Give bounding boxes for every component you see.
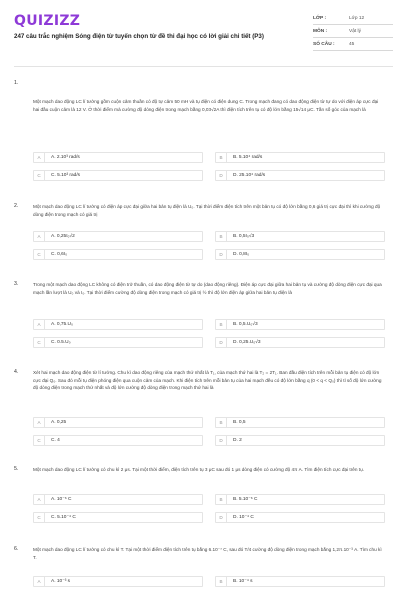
- question-number: 3.: [14, 281, 19, 287]
- question-text: Một mạch dao động LC lí tưởng có chu kì T. Tại một thời điểm điện tích trên tụ bằng 6.10⁻⁷ C, sau đó T/4 cường độ dòng điện trong mạch bằng 1,2π.10⁻³ A. Tìm chu kì T.: [33, 547, 382, 560]
- option-a[interactable]: [33, 576, 203, 587]
- option-d[interactable]: [215, 170, 385, 181]
- meta-row-class: [313, 12, 393, 25]
- option-letter: B: [216, 153, 227, 163]
- question-text: Một mạch dao động LC lí tưởng gồm cuộn cảm thuần có độ tự cảm 50 mH và tụ điện có điện dung C. Trong mạch đang có dao động điện từ tự do với điện áp cực đại hai đầu cuộn cảm là 12 V. Ở thời điểm mà cường độ dòng điện trong mạch bằng 0,03√2A thì điện tích trên tụ có độ lớn bằng 15√14 μC. Tần số góc của mạch là: [33, 99, 379, 112]
- question-number: 4.: [14, 369, 19, 375]
- meta-value: 45: [349, 41, 355, 47]
- option-text: D. 25.10⁴ rad/s: [233, 173, 266, 178]
- option-letter: C: [34, 436, 45, 446]
- option-letter: B: [216, 418, 227, 428]
- option-letter: D: [216, 250, 227, 260]
- option-text: C. 0.5.U₀: [51, 340, 71, 345]
- option-a[interactable]: [33, 417, 203, 428]
- question-number: 6.: [14, 546, 19, 552]
- option-c[interactable]: [33, 337, 203, 348]
- option-letter: D: [216, 513, 227, 523]
- option-b[interactable]: [215, 494, 385, 505]
- option-b[interactable]: [215, 319, 385, 330]
- option-text: A. 0,25I₀√2: [51, 234, 75, 239]
- option-letter: C: [34, 513, 45, 523]
- option-text: D. 2: [233, 438, 242, 443]
- option-b[interactable]: [215, 576, 385, 587]
- option-text: A. 10⁻⁶ C: [51, 497, 72, 502]
- option-c[interactable]: [33, 512, 203, 523]
- option-d[interactable]: [215, 435, 385, 446]
- option-letter: A: [34, 495, 45, 505]
- option-letter: B: [216, 320, 227, 330]
- option-d[interactable]: [215, 337, 385, 348]
- option-letter: D: [216, 338, 227, 348]
- option-text: B. 5.10⁻⁶ C: [233, 497, 258, 502]
- option-text: B. 10⁻⁴ s: [233, 579, 253, 584]
- option-a[interactable]: [33, 319, 203, 330]
- option-text: A. 0,75.U₀: [51, 322, 73, 327]
- option-text: B. 0,5: [233, 420, 246, 425]
- option-letter: B: [216, 577, 227, 587]
- meta-value: Vật lý: [349, 28, 361, 34]
- option-c[interactable]: [33, 170, 203, 181]
- option-letter: B: [216, 232, 227, 242]
- option-text: C. 4: [51, 438, 60, 443]
- option-letter: A: [34, 153, 45, 163]
- option-text: A. 10⁻³ s: [51, 579, 71, 584]
- option-b[interactable]: [215, 231, 385, 242]
- meta-value: Lớp 12: [349, 15, 365, 21]
- option-letter: C: [34, 171, 45, 181]
- option-text: B. 5.10⁴ rad/s: [233, 155, 263, 160]
- option-letter: A: [34, 232, 45, 242]
- option-letter: D: [216, 436, 227, 446]
- option-text: D. 10⁻⁴ C: [233, 515, 254, 520]
- question-text: Một mạch dao động LC lí tưởng có điện áp cực đại giữa hai bản tụ điện là U₀. Tại thời điểm điện tích trên một bản tụ có độ lớn bằng 0,6 giá trị cực đại thì khi cường độ dòng điện trong mạch có giá trị: [33, 204, 381, 217]
- option-letter: A: [34, 418, 45, 428]
- question-number: 5.: [14, 466, 19, 472]
- question-text: Một mạch dao động LC lí tưởng có chu kì 2 μs. Tại một thời điểm, điện tích trên tụ 3 μC sau đó 1 μs dòng điện có cường độ 4π A. Tìm điện tích cực đại trên tụ.: [33, 467, 365, 472]
- meta-label: LỚP :: [313, 15, 327, 21]
- option-letter: C: [34, 250, 45, 260]
- page-header: [0, 0, 400, 66]
- question-text: Trong một mạch dao động LC không có điện trở thuần, có dao động điện từ tự do (dao động riêng). Điện áp cực đại giữa hai bản tụ và cường độ dòng điện cực đại qua mạch lần lượt là U₀ và I₀. Tại thời điểm cường độ dòng điện trong mạch có giá trị ½ thì độ lớn điện áp giữa hai bản tụ điện là: [33, 282, 382, 295]
- option-c[interactable]: [33, 249, 203, 260]
- option-text: C. 5.10³ rad/s: [51, 173, 81, 178]
- option-text: C. 5.10⁻⁴ C: [51, 515, 76, 520]
- option-a[interactable]: [33, 152, 203, 163]
- option-text: A. 2.10³ rad/s: [51, 155, 80, 160]
- meta-panel: [313, 12, 393, 51]
- meta-label: MÔN :: [313, 28, 328, 34]
- question-text: Xét hai mạch dao động điện từ lí tưởng. Chu kì dao động riêng của mạch thứ nhất là T₁, của mạch thứ hai là T₂ = 2T₁. Ban đầu điện tích trên mỗi bản tụ điện có độ lớn cực đại Q₀. Sau đó mỗi tụ điện phóng điện qua cuộn cảm của mạch. Khi điện tích trên mỗi bản tụ của hai mạch đều có độ lớn bằng q (0 < q < Q₀) thì tỉ số độ lớn cường độ dòng điện trong mạch thứ nhất và độ lớn cường độ dòng điện trong mạch thứ hai là: [33, 370, 382, 391]
- meta-row-count: [313, 38, 393, 51]
- meta-row-subject: [313, 25, 393, 38]
- option-b[interactable]: [215, 152, 385, 163]
- option-text: A. 0,25: [51, 420, 67, 425]
- option-letter: B: [216, 495, 227, 505]
- option-text: D. 0,8I₀: [233, 252, 250, 257]
- option-text: D. 0,25.U₀√3: [233, 340, 261, 345]
- option-text: B. 0,5.U₀√3: [233, 322, 258, 327]
- option-b[interactable]: [215, 417, 385, 428]
- meta-label: SỐ CÂU :: [313, 41, 335, 47]
- option-letter: D: [216, 171, 227, 181]
- option-a[interactable]: [33, 231, 203, 242]
- question-number: 1.: [14, 80, 19, 86]
- header-divider: [14, 66, 393, 67]
- option-text: C. 0,6I₀: [51, 252, 68, 257]
- page-title: 247 câu trắc nghiệm Sóng điện từ tuyến chọn từ đề thi đại học có lời giải chi tiết (P3): [14, 33, 264, 40]
- option-letter: C: [34, 338, 45, 348]
- quizizz-logo: QUIZIZZ: [14, 13, 81, 29]
- option-letter: A: [34, 320, 45, 330]
- option-d[interactable]: [215, 512, 385, 523]
- option-d[interactable]: [215, 249, 385, 260]
- option-a[interactable]: [33, 494, 203, 505]
- option-c[interactable]: [33, 435, 203, 446]
- option-text: B. 0,5I₀√3: [233, 234, 255, 239]
- option-letter: A: [34, 577, 45, 587]
- question-number: 2.: [14, 203, 19, 209]
